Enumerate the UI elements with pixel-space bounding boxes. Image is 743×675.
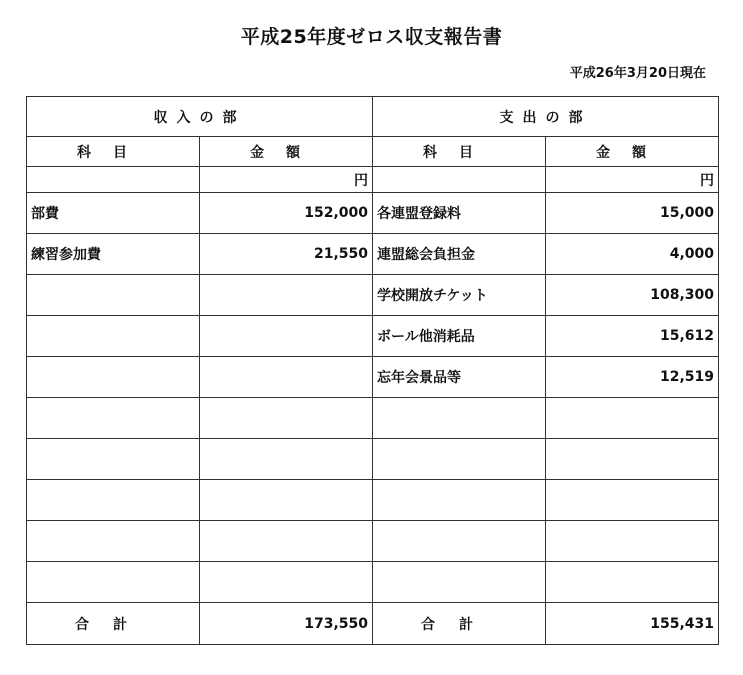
report-date: 平成26年3月20日現在 — [569, 66, 706, 81]
table-row — [27, 193, 719, 234]
expense-total-label: 合計 — [373, 603, 546, 645]
income-item-cell: 練習参加費 — [27, 234, 200, 275]
income-item-cell — [27, 316, 200, 357]
unit-blank-cell — [27, 167, 200, 193]
expense-amount-cell: 15,000 — [546, 193, 719, 234]
table-row — [27, 439, 719, 480]
income-amount-cell — [200, 398, 373, 439]
report-title: 平成25年度ゼロス収支報告書 — [240, 26, 503, 48]
totals-body — [27, 603, 719, 645]
expense-unit: 円 — [546, 167, 719, 193]
income-amount-cell — [200, 562, 373, 603]
income-amount-cell — [200, 275, 373, 316]
expense-amount-cell: 15,612 — [546, 316, 719, 357]
table-row — [27, 316, 719, 357]
expense-item-cell: 忘年会景品等 — [373, 357, 546, 398]
income-total-label: 合計 — [27, 603, 200, 645]
table-row — [27, 234, 719, 275]
income-amount-cell: 152,000 — [200, 193, 373, 234]
table-row — [27, 275, 719, 316]
expense-amount-header: 金額 — [546, 137, 719, 167]
income-item-cell — [27, 357, 200, 398]
unit-row — [27, 167, 719, 193]
expense-section-header: 支出の部 — [373, 97, 719, 137]
expense-item-cell: 連盟総会負担金 — [373, 234, 546, 275]
income-item-cell — [27, 562, 200, 603]
table-row — [27, 398, 719, 439]
expense-item-cell — [373, 521, 546, 562]
balance-table — [26, 96, 719, 645]
income-section-header: 収入の部 — [27, 97, 373, 137]
income-item-cell: 部費 — [27, 193, 200, 234]
income-item-cell — [27, 275, 200, 316]
column-header-row — [27, 137, 719, 167]
expense-item-cell: ボール他消耗品 — [373, 316, 546, 357]
expense-amount-cell: 12,519 — [546, 357, 719, 398]
expense-amount-cell — [546, 398, 719, 439]
expense-item-header: 科目 — [373, 137, 546, 167]
expense-amount-cell — [546, 521, 719, 562]
income-total: 173,550 — [200, 603, 373, 645]
expense-amount-cell: 108,300 — [546, 275, 719, 316]
expense-item-cell — [373, 480, 546, 521]
income-amount-header: 金額 — [200, 137, 373, 167]
income-amount-cell — [200, 357, 373, 398]
income-amount-cell — [200, 521, 373, 562]
unit-blank-cell — [373, 167, 546, 193]
section-header-row — [27, 97, 719, 137]
income-amount-cell: 21,550 — [200, 234, 373, 275]
table-body — [27, 97, 719, 193]
expense-item-cell: 各連盟登録料 — [373, 193, 546, 234]
table-row — [27, 480, 719, 521]
expense-item-cell — [373, 562, 546, 603]
income-amount-cell — [200, 316, 373, 357]
income-item-cell — [27, 398, 200, 439]
expense-amount-cell: 4,000 — [546, 234, 719, 275]
expense-amount-cell — [546, 439, 719, 480]
income-amount-cell — [200, 480, 373, 521]
expense-item-cell: 学校開放チケット — [373, 275, 546, 316]
expense-amount-cell — [546, 562, 719, 603]
expense-amount-cell — [546, 480, 719, 521]
income-item-header: 科目 — [27, 137, 200, 167]
expense-item-cell — [373, 398, 546, 439]
income-item-cell — [27, 439, 200, 480]
income-item-cell — [27, 521, 200, 562]
table-row — [27, 521, 719, 562]
income-item-cell — [27, 480, 200, 521]
table-row — [27, 562, 719, 603]
income-unit: 円 — [200, 167, 373, 193]
table-row — [27, 357, 719, 398]
expense-item-cell — [373, 439, 546, 480]
expense-total: 155,431 — [546, 603, 719, 645]
data-rows — [27, 193, 719, 603]
total-row — [27, 603, 719, 645]
income-amount-cell — [200, 439, 373, 480]
